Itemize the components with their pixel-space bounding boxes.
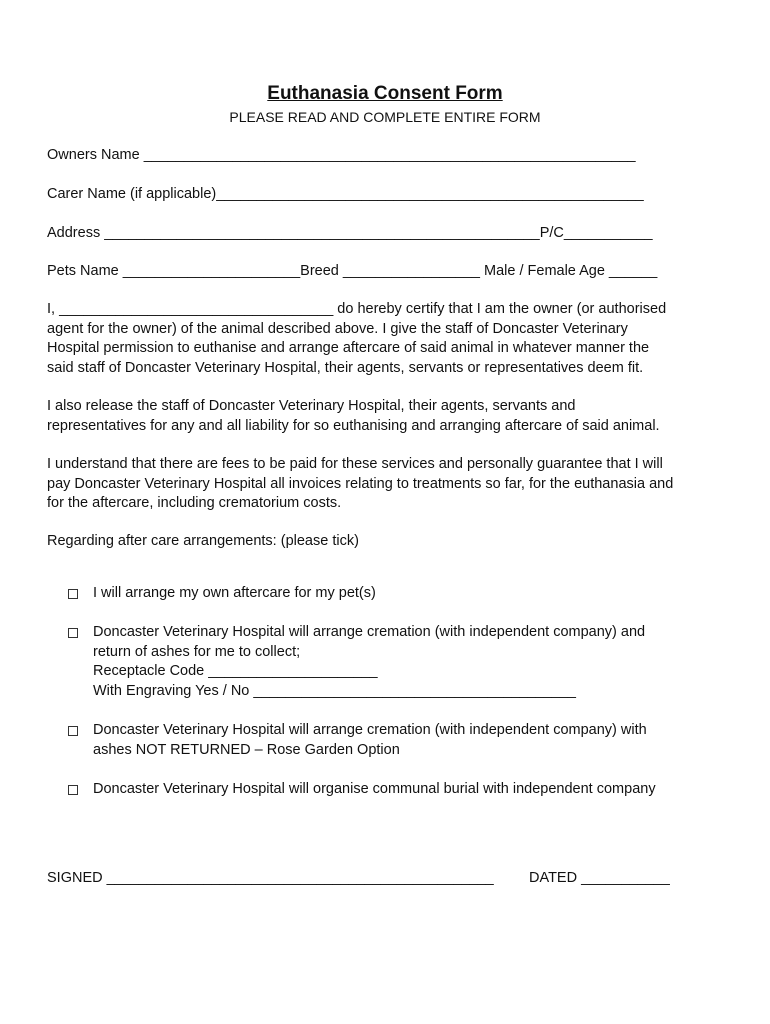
fees-line: I understand that there are fees to be paid for these services and personally guarantee that I will [47, 456, 663, 472]
option-label: Doncaster Veterinary Hospital will arrange cremation (with independent company) with [93, 722, 647, 738]
release-line: I also release the staff of Doncaster Veterinary Hospital, their agents, servants and [47, 398, 576, 414]
cremation-return-checkbox[interactable] [68, 628, 78, 638]
form-subtitle: PLEASE READ AND COMPLETE ENTIRE FORM [229, 109, 541, 125]
engraving-field[interactable]: With Engraving Yes / No ________________________________________ [93, 682, 576, 699]
receptacle-code-field[interactable]: Receptacle Code _____________________ [93, 663, 378, 679]
option-communal-burial [93, 780, 733, 800]
fees-line: for the aftercare, including crematorium costs. [47, 495, 342, 511]
certify-line: agent for the owner) of the animal described above. I give the staff of Doncaster Veterinary [47, 320, 628, 337]
option-label: Doncaster Veterinary Hospital will organise communal burial with independent company [93, 781, 656, 797]
option-label: Doncaster Veterinary Hospital will arrange cremation (with independent company) and [93, 624, 646, 640]
signature-field[interactable]: SIGNED ________________________________________________ [47, 870, 494, 886]
option-label: return of ashes for me to collect; [93, 643, 301, 660]
release-paragraph [47, 397, 727, 436]
option-rose-garden [93, 721, 733, 760]
certify-line[interactable]: I, __________________________________ do hereby certify that I am the owner (or authorised [47, 301, 667, 317]
option-own-aftercare [93, 584, 733, 604]
owners-name-field[interactable]: Owners Name _____________________________________________________________ [47, 147, 636, 163]
date-field[interactable]: DATED ___________ [529, 870, 670, 886]
communal-burial-checkbox[interactable] [68, 785, 78, 795]
certify-line: Hospital permission to euthanise and arrange aftercare of said animal in whatever manner the [47, 340, 650, 356]
aftercare-instructions: Regarding after care arrangements: (please tick) [47, 533, 359, 549]
pet-details-field[interactable]: Pets Name ______________________Breed _________________ Male / Female Age ______ [47, 263, 658, 279]
rose-garden-checkbox[interactable] [68, 726, 78, 736]
option-label: I will arrange my own aftercare for my pet(s) [93, 585, 376, 601]
certify-line: said staff of Doncaster Veterinary Hospital, their agents, servants or representatives deem fit. [47, 359, 644, 376]
option-cremation-return [93, 623, 733, 701]
form-title: Euthanasia Consent Form [267, 83, 503, 104]
address-field[interactable]: Address ______________________________________________________P/C___________ [47, 225, 653, 241]
fees-line: pay Doncaster Veterinary Hospital all invoices relating to treatments so far, for the euthanasia and [47, 475, 674, 492]
release-line: representatives for any and all liability for so euthanising and arranging aftercare of said animal. [47, 417, 660, 434]
certify-paragraph [47, 300, 727, 378]
own-aftercare-checkbox[interactable] [68, 589, 78, 599]
option-label: ashes NOT RETURNED – Rose Garden Option [93, 741, 400, 758]
fees-paragraph [47, 455, 727, 514]
carer-name-field[interactable]: Carer Name (if applicable)_____________________________________________________ [47, 186, 644, 202]
